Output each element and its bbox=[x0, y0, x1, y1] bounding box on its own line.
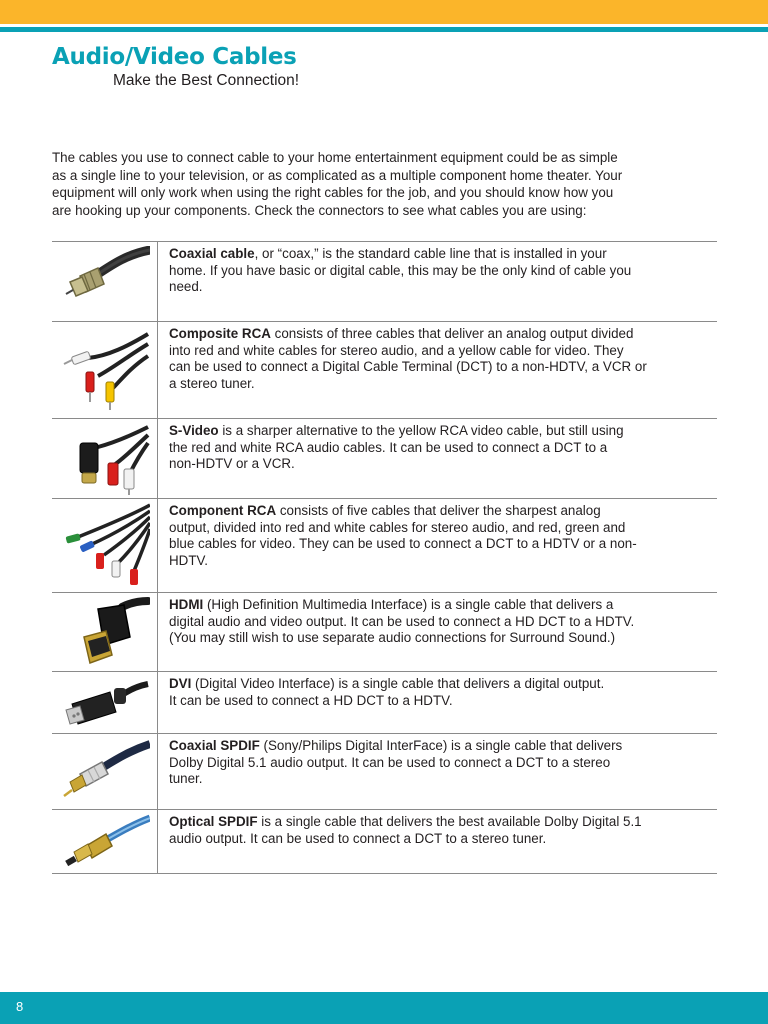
coaxial-cable-icon bbox=[52, 242, 158, 321]
description-text: consists of five cables that deliver the sharpest analog bbox=[276, 503, 601, 518]
cable-row-component-rca bbox=[52, 498, 717, 592]
hdmi-icon bbox=[52, 593, 158, 671]
cable-description bbox=[158, 242, 631, 321]
intro-line: The cables you use to connect cable to your home entertainment equipment could be as simple bbox=[52, 150, 618, 165]
description-line: non-HDTV or a VCR. bbox=[169, 456, 295, 472]
description-line: can be used to connect a Digital Cable Terminal (DCT) to a non-HDTV, a VCR or bbox=[169, 359, 647, 375]
cable-name: Component RCA bbox=[169, 503, 277, 518]
cable-row-hdmi bbox=[52, 592, 717, 671]
intro-line: as a single line to your television, or as complicated as a multiple component home theater. Your bbox=[52, 167, 623, 183]
intro-line: equipment will only work when using the right cables for the job, and you should know how you bbox=[52, 185, 614, 200]
composite-rca-icon bbox=[52, 322, 158, 418]
description-line bbox=[169, 246, 631, 263]
description-line: a stereo tuner. bbox=[169, 375, 255, 391]
description-line: It can be used to connect a HD DCT to a HDTV. bbox=[169, 692, 453, 708]
cable-row-coaxial bbox=[52, 241, 717, 321]
top-yellow-bar bbox=[0, 0, 768, 24]
description-text: is a single cable that delivers the best available Dolby Digital 5.1 bbox=[257, 814, 642, 829]
component-rca-icon bbox=[52, 499, 158, 592]
description-line bbox=[169, 423, 624, 440]
description-text: , or “coax,” is the standard cable line that is installed in your bbox=[254, 246, 607, 261]
top-teal-rule bbox=[0, 27, 768, 32]
cable-row-s-video bbox=[52, 418, 717, 498]
description-text: is a sharper alternative to the yellow RCA video cable, but still using bbox=[218, 423, 624, 438]
cable-name: Coaxial cable bbox=[169, 246, 255, 261]
description-line bbox=[169, 326, 647, 343]
intro-paragraph bbox=[52, 149, 722, 219]
description-line: blue cables for video. They can be used to connect a DCT to a HDTV or a non- bbox=[169, 536, 637, 552]
description-text: (Digital Video Interface) is a single cable that delivers a digital output. bbox=[191, 676, 605, 691]
intro-line: are hooking up your components. Check the connectors to see what cables you are using: bbox=[52, 202, 587, 218]
cable-description bbox=[158, 593, 634, 671]
cable-name: S-Video bbox=[169, 423, 219, 438]
description-line bbox=[169, 676, 604, 693]
description-line bbox=[169, 503, 637, 520]
description-line: audio output. It can be used to connect a DCT to a stereo tuner. bbox=[169, 830, 547, 846]
page-subtitle: Make the Best Connection! bbox=[113, 72, 300, 89]
cable-name: DVI bbox=[169, 676, 192, 691]
description-line: digital audio and video output. It can be used to connect a HD DCT to a HDTV. bbox=[169, 613, 635, 629]
cable-row-coaxial-spdif bbox=[52, 733, 717, 809]
cable-description bbox=[158, 419, 624, 498]
cable-row-optical-spdif bbox=[52, 809, 717, 873]
cable-name: Coaxial SPDIF bbox=[169, 738, 260, 753]
description-line bbox=[169, 738, 622, 755]
description-line: need. bbox=[169, 279, 203, 295]
footer-bar bbox=[0, 992, 768, 1024]
cable-description bbox=[158, 734, 622, 809]
coaxial-spdif-icon bbox=[52, 734, 158, 809]
s-video-icon bbox=[52, 419, 158, 498]
optical-spdif-icon bbox=[52, 810, 158, 873]
description-line: home. If you have basic or digital cable, this may be the only kind of cable you bbox=[169, 262, 632, 278]
cable-table bbox=[52, 241, 717, 874]
description-text: (High Definition Multimedia Interface) is a single cable that delivers a bbox=[203, 597, 614, 612]
page-title: Audio/Video Cables bbox=[52, 44, 297, 70]
description-line: tuner. bbox=[169, 771, 203, 787]
cable-row-composite-rca bbox=[52, 321, 717, 418]
description-line bbox=[169, 597, 634, 614]
description-line bbox=[169, 814, 642, 831]
description-line: HDTV. bbox=[169, 552, 208, 568]
description-line: into red and white cables for stereo audio, and a yellow cable for video. They bbox=[169, 342, 624, 358]
cable-name: Optical SPDIF bbox=[169, 814, 258, 829]
cable-name: HDMI bbox=[169, 597, 204, 612]
cable-description bbox=[158, 810, 642, 873]
page-number: 8 bbox=[16, 999, 24, 1014]
cable-row-dvi bbox=[52, 671, 717, 733]
dvi-icon bbox=[52, 672, 158, 733]
description-line: (You may still wish to use separate audio connections for Surround Sound.) bbox=[169, 630, 616, 646]
description-text: consists of three cables that deliver an analog output divided bbox=[270, 326, 634, 341]
cable-description bbox=[158, 322, 647, 418]
cable-description bbox=[158, 499, 637, 592]
description-line: output, divided into red and white cables for stereo audio, and red, green and bbox=[169, 519, 626, 535]
description-line: Dolby Digital 5.1 audio output. It can be used to connect a DCT to a stereo bbox=[169, 754, 611, 770]
description-text: (Sony/Philips Digital InterFace) is a single cable that delivers bbox=[259, 738, 623, 753]
cable-name: Composite RCA bbox=[169, 326, 271, 341]
description-line: the red and white RCA audio cables. It can be used to connect a DCT to a bbox=[169, 439, 608, 455]
cable-description bbox=[158, 672, 604, 733]
